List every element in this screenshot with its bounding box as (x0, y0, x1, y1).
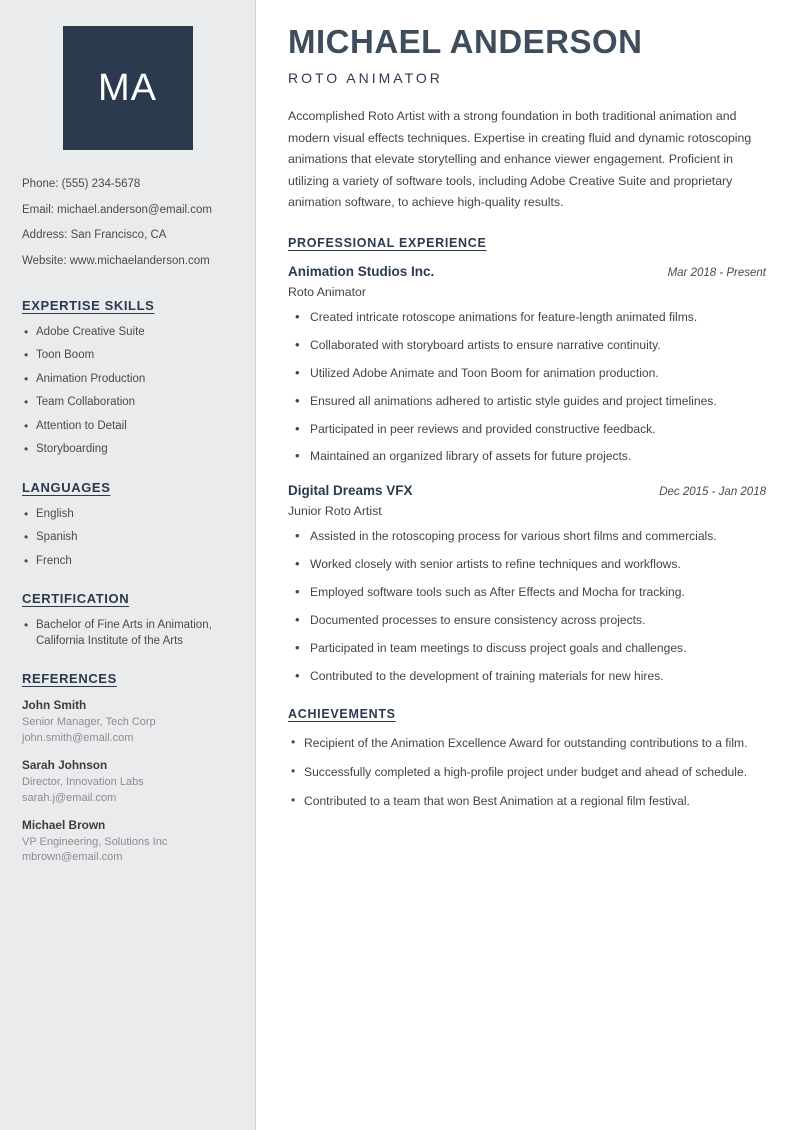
list-item: • Animation Production (22, 372, 233, 388)
list-item: • Created intricate rotoscope animations for feature-length animated films. (288, 309, 766, 326)
section-references (22, 671, 233, 865)
experience-company: Digital Dreams VFX (288, 483, 413, 499)
experience-item (288, 483, 766, 685)
experience-company: Animation Studios Inc. (288, 263, 435, 279)
section-languages (22, 480, 233, 570)
achievements-heading: ACHIEVEMENTS (288, 706, 396, 721)
list-item: • Successfully completed a high-profile project under budget and ahead of schedule. (288, 764, 766, 781)
reference-name: John Smith (22, 698, 87, 713)
list-item: • Worked closely with senior artists to refine techniques and workflows. (288, 556, 766, 573)
experience-dates: Mar 2018 - Present (667, 266, 766, 279)
list-item: • Attention to Detail (22, 419, 233, 435)
section-expertise-skills (22, 298, 233, 458)
certification-list (22, 618, 233, 649)
avatar-wrap (22, 26, 233, 150)
list-item: • Participated in team meetings to discuss project goals and challenges. (288, 640, 766, 657)
list-item: • Recipient of the Animation Excellence Award for outstanding contributions to a film. (288, 735, 766, 752)
reference-email: john.smith@email.com (22, 731, 134, 744)
experience-bullets (288, 528, 766, 685)
contact-website: Website: www.michaelanderson.com (22, 255, 210, 268)
reference-role: Director, Innovation Labs (22, 776, 144, 789)
list-item: • Contributed to a team that won Best Animation at a regional film festival. (288, 793, 766, 810)
list-item: • Employed software tools such as After Effects and Mocha for tracking. (288, 584, 766, 601)
experience-title: Junior Roto Artist (288, 504, 382, 519)
section-certification (22, 591, 233, 649)
experience-bullets (288, 309, 766, 466)
achievements-list (288, 735, 766, 810)
professional-summary: Accomplished Roto Artist with a strong foundation in both traditional animation and modern visual effects techniques. Expertise in creating fluid and dynamic rotoscoping animations that elevate storytelling and enhance viewer engagement. Proficient in utilizing a variety of software tools, including Adobe Creative Suite and proprietary animation software, to achieve high-quality results. (288, 109, 752, 210)
list-item: • Toon Boom (22, 348, 233, 364)
reference-email: mbrown@email.com (22, 851, 123, 864)
list-item: • Spanish (22, 530, 233, 546)
languages-heading: LANGUAGES (22, 479, 111, 495)
sidebar (0, 0, 256, 1130)
list-item: • Documented processes to ensure consistency across projects. (288, 612, 766, 629)
experience-title: Roto Animator (288, 284, 366, 299)
list-item: • Maintained an organized library of assets for future projects. (288, 448, 766, 465)
list-item: • Assisted in the rotoscoping process for various short films and commercials. (288, 528, 766, 545)
job-role-subtitle: ROTO ANIMATOR (288, 70, 443, 87)
experience-heading: PROFESSIONAL EXPERIENCE (288, 235, 487, 250)
expertise-skills-heading: EXPERTISE SKILLS (22, 297, 155, 313)
list-item: • Ensured all animations adhered to artistic style guides and project timelines. (288, 393, 766, 410)
reference-role: Senior Manager, Tech Corp (22, 716, 156, 729)
references-heading: REFERENCES (22, 671, 117, 687)
list-item: • French (22, 554, 233, 570)
page-title: MICHAEL ANDERSON (288, 23, 643, 60)
list-item: • Adobe Creative Suite (22, 325, 233, 341)
expertise-skills-list (22, 325, 233, 458)
contact-list (22, 176, 233, 270)
reference-name: Michael Brown (22, 817, 106, 832)
contact-phone: Phone: (555) 234-5678 (22, 178, 141, 190)
reference-item (22, 698, 233, 746)
list-item: • English (22, 507, 233, 523)
contact-address: Address: San Francisco, CA (22, 229, 167, 242)
section-achievements (288, 707, 766, 810)
list-item: • Participated in peer reviews and provided constructive feedback. (288, 421, 766, 438)
certification-heading: CERTIFICATION (22, 591, 130, 607)
reference-name: Sarah Johnson (22, 758, 108, 773)
main-content (256, 0, 800, 1130)
list-item: • Team Collaboration (22, 395, 233, 411)
list-item: • Utilized Adobe Animate and Toon Boom for animation production. (288, 365, 766, 382)
avatar-monogram: MA (63, 26, 193, 150)
reference-role: VP Engineering, Solutions Inc (22, 835, 168, 848)
list-item: • Collaborated with storyboard artists to ensure narrative continuity. (288, 337, 766, 354)
experience-item (288, 264, 766, 466)
contact-email: Email: michael.anderson@email.com (22, 203, 212, 216)
list-item: • Contributed to the development of training materials for new hires. (288, 668, 766, 685)
reference-item (22, 818, 233, 866)
experience-dates: Dec 2015 - Jan 2018 (659, 486, 766, 499)
list-item: • Storyboarding (22, 442, 233, 458)
experience-header (288, 264, 766, 279)
languages-list (22, 507, 233, 570)
reference-email: sarah.j@email.com (22, 791, 117, 804)
list-item: • Bachelor of Fine Arts in Animation, California Institute of the Arts (22, 618, 233, 649)
reference-item (22, 758, 233, 806)
experience-header (288, 483, 766, 498)
